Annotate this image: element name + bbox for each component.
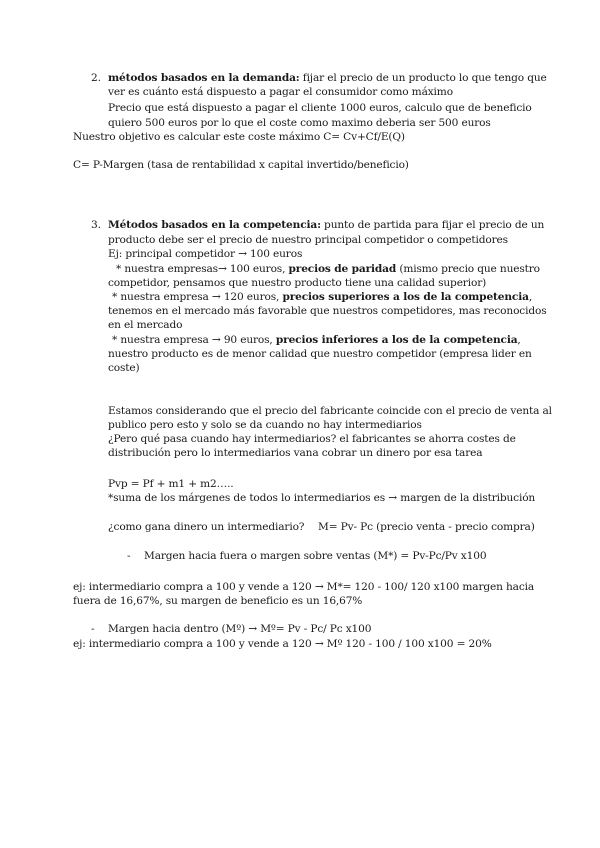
bullet-2-marker: - bbox=[91, 623, 95, 635]
section-2-number: 2. bbox=[91, 72, 101, 84]
inferior-prefix: * nuestra empresa → 90 euros, bbox=[112, 334, 276, 346]
pvp-formula: Pvp = Pf + m1 + m2….. bbox=[108, 478, 234, 490]
margin-sum-note: *suma de los márgenes de todos lo intermediarios es → margen de la distribución bbox=[108, 492, 536, 504]
bullet-1-marker: - bbox=[127, 550, 131, 562]
parity-bold: precios de paridad bbox=[288, 263, 397, 275]
intermediaries-p1-line-4: distribución pero lo intermediarios vana cobrar un dinero por esa tarea bbox=[108, 447, 483, 459]
inferior-rest: , bbox=[517, 334, 521, 346]
section-3-line-1 bbox=[108, 218, 544, 232]
superior-bold: precios superiores a los de la competencia bbox=[282, 291, 529, 303]
inferior-line-1 bbox=[112, 333, 521, 347]
example-2-line-1: ej: intermediario compra a 100 y vende a 120 → Mº 120 - 100 / 100 x100 = 20% bbox=[73, 638, 492, 650]
superior-prefix: * nuestra empresa → 120 euros, bbox=[112, 291, 283, 303]
superior-line-2: tenemos en el mercado más favorable que nuestros competidores, mas reconocidos bbox=[108, 305, 547, 317]
inferior-line-2: nuestro producto es de menor calidad que nuestro competidor (empresa lider en bbox=[108, 348, 532, 360]
inferior-bold: precios inferiores a los de la competencia bbox=[275, 334, 518, 346]
inferior-line-3: coste) bbox=[108, 362, 140, 374]
parity-line-2: competidor, pensamos que nuestro producto tiene una calidad superior) bbox=[108, 277, 487, 289]
superior-line-3: en el mercado bbox=[108, 319, 183, 331]
section-3-heading: Métodos basados en la competencia: bbox=[108, 219, 321, 231]
superior-line-1 bbox=[112, 290, 532, 304]
section-2-line-2: ver es cuánto está dispuesto a pagar el consumidor como máximo bbox=[108, 86, 453, 98]
bullet-2-text: Margen hacia dentro (Mº) → Mº= Pv - Pc/ Pc x100 bbox=[108, 623, 372, 635]
section-2-heading: métodos basados en la demanda: bbox=[108, 72, 300, 84]
parity-prefix: * nuestra empresas→ 100 euros, bbox=[116, 263, 289, 275]
intermediaries-p1-line-1: Estamos considerando que el precio del fabricante coincide con el precio de venta al bbox=[108, 405, 552, 417]
section-2-line-6: C= P-Margen (tasa de rentabilidad x capital invertido/beneficio) bbox=[73, 159, 409, 171]
section-2-line-3: Precio que está dispuesto a pagar el cliente 1000 euros, calculo que de beneficio bbox=[108, 102, 532, 114]
parity-rest: (mismo precio que nuestro bbox=[396, 263, 540, 275]
section-2-line-5: Nuestro objetivo es calcular este coste máximo C= Cv+Cf/E(Q) bbox=[73, 131, 405, 143]
bullet-1-text: Margen hacia fuera o margen sobre ventas (M*) = Pv-Pc/Pv x100 bbox=[144, 550, 487, 562]
section-2-line-4: quiero 500 euros por lo que el coste como maximo deberia ser 500 euros bbox=[108, 117, 491, 129]
example-1-line-2: fuera de 16,67%, su margen de beneficio es un 16,67% bbox=[73, 595, 363, 607]
section-3-number: 3. bbox=[91, 219, 101, 231]
intermediaries-p1-line-2: publico pero esto y solo se da cuando no hay intermediarios bbox=[108, 419, 422, 431]
section-2-line-1-rest: fijar el precio de un producto lo que tengo que bbox=[299, 72, 547, 84]
section-2-line-1 bbox=[108, 71, 547, 85]
example-1-line-1: ej: intermediario compra a 100 y vende a 120 → M*= 120 - 100/ 120 x100 margen hacia bbox=[73, 581, 535, 593]
superior-rest: , bbox=[528, 291, 533, 303]
margin-formula: M= Pv- Pc (precio venta - precio compra) bbox=[318, 521, 535, 533]
section-3-line-3: Ej: principal competidor → 100 euros bbox=[108, 248, 303, 260]
section-3-line-2: producto debe ser el precio de nuestro principal competidor o competidores bbox=[108, 234, 508, 246]
section-3-line-1-rest: punto de partida para fijar el precio de un bbox=[320, 219, 545, 231]
intermediary-question: ¿como gana dinero un intermediario? bbox=[108, 521, 305, 533]
intermediaries-p1-line-3: ¿Pero qué pasa cuando hay intermediarios? el fabricantes se ahorra costes de bbox=[108, 433, 516, 445]
parity-line-1 bbox=[116, 262, 540, 276]
